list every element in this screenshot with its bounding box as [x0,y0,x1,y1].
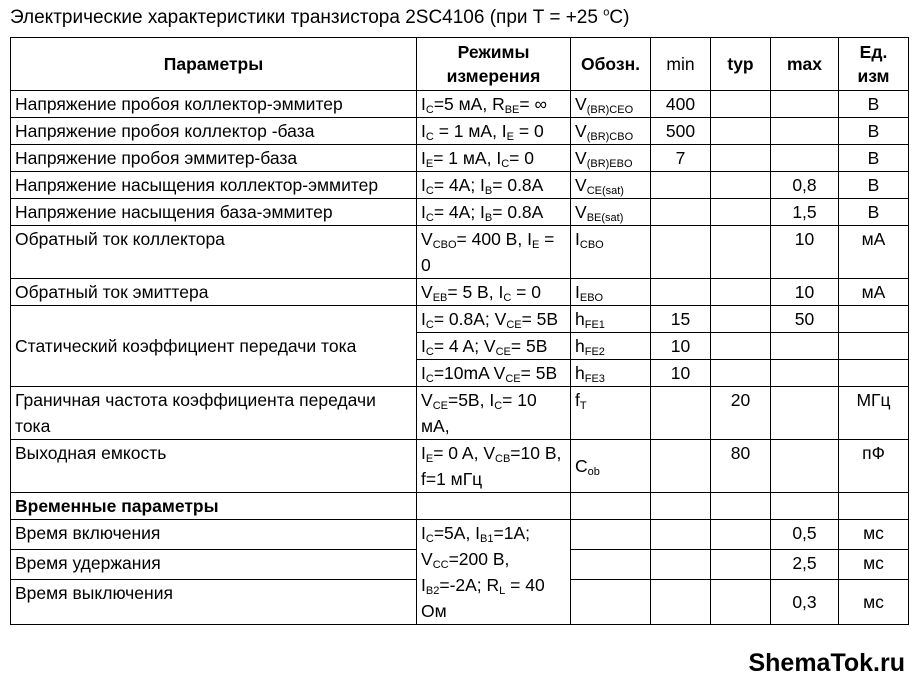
max-cell [771,493,839,520]
max-cell: 50 [771,306,839,333]
max-cell: 0,5 [771,520,839,550]
max-cell: 2,5 [771,550,839,580]
unit-cell [839,333,909,360]
symbol-cell: $h_{FE1}$ [571,306,651,333]
mode-cell: $V_{EB}= 5$ В, $I_C = 0$ [417,279,571,306]
param-cell: Напряжение насыщения коллектор-эммитер [11,172,417,199]
symbol-cell: $V_{(BR)EBO}$ [571,145,651,172]
max-cell [771,145,839,172]
symbol-cell [571,580,651,625]
unit-cell: мс [839,580,909,625]
table-row [11,279,909,306]
table-row [11,199,909,226]
param-cell: Напряжение пробоя коллектор-эммитер [11,91,417,118]
max-cell: 10 [771,279,839,306]
table-row [11,118,909,145]
table-row [11,306,909,333]
max-cell [771,91,839,118]
param-cell: Обратный ток коллектора [11,226,417,279]
param-cell: Обратный ток эмиттера [11,279,417,306]
header-symbol: Обозн. [571,38,651,91]
header-max: max [771,38,839,91]
table-row [11,387,909,440]
typ-cell [711,279,771,306]
typ-cell [711,145,771,172]
document-title: Электрические характеристики транзистора 2SC4106 (при T = +25 $^o$C) [10,6,630,28]
max-cell [771,360,839,387]
table-row [11,145,909,172]
mode-cell: $I_C = 1$ мА, $I_E = 0$ [417,118,571,145]
header-modes: Режимы измерения [417,38,571,91]
symbol-cell [571,520,651,550]
min-cell [651,580,711,625]
typ-cell [711,226,771,279]
symbol-cell: $C_{ob}$ [571,440,651,493]
param-cell: Напряжение насыщения база-эммитер [11,199,417,226]
mode-cell: $I_C= 4A$; $I_B= 0.8A$ [417,199,571,226]
min-cell [651,199,711,226]
header-params: Параметры [11,38,417,91]
max-cell: 0,3 [771,580,839,625]
param-cell: Напряжение пробоя коллектор -база [11,118,417,145]
typ-cell [711,493,771,520]
table-row [11,226,909,279]
max-cell: 1,5 [771,199,839,226]
symbol-cell: $V_{(BR)CBO}$ [571,118,651,145]
header-typ: typ [711,38,771,91]
param-cell: Время включения [11,520,417,550]
unit-cell: мА [839,226,909,279]
mode-cell [417,493,571,520]
unit-cell: В [839,118,909,145]
max-cell [771,387,839,440]
characteristics-table [10,37,909,625]
max-cell [771,440,839,493]
typ-cell: 20 [711,387,771,440]
table-row [11,520,909,550]
min-cell [651,279,711,306]
min-cell: 7 [651,145,711,172]
table-row [11,91,909,118]
unit-cell: мс [839,520,909,550]
min-cell: 15 [651,306,711,333]
max-cell [771,333,839,360]
param-cell: Выходная емкость [11,440,417,493]
param-cell: Время удержания [11,550,417,580]
min-cell [651,172,711,199]
unit-cell: мс [839,550,909,580]
min-cell [651,440,711,493]
param-cell: Граничная частота коэффициента передачи тока [11,387,417,440]
symbol-cell [571,493,651,520]
unit-cell: В [839,199,909,226]
min-cell [651,493,711,520]
min-cell: 10 [651,333,711,360]
symbol-cell: $f_T$ [571,387,651,440]
typ-cell [711,199,771,226]
unit-cell: МГц [839,387,909,440]
max-cell [771,118,839,145]
min-cell [651,387,711,440]
unit-cell: В [839,172,909,199]
table-row [11,172,909,199]
typ-cell [711,306,771,333]
unit-cell: мА [839,279,909,306]
unit-cell [839,306,909,333]
min-cell: 500 [651,118,711,145]
min-cell [651,520,711,550]
mode-cell: $V_{CBO}= 400$ В, $I_E = 0$ [417,226,571,279]
param-cell: Время выключения [11,580,417,625]
unit-cell: В [839,91,909,118]
mode-cell: $I_C=5A$, $I_{B1}=1A$; $V_{CC}=200$ В, $I_{B2}=-2A$; $R_L = 40$ Ом [417,520,571,625]
typ-cell [711,550,771,580]
section-heading: Временные параметры [11,493,417,520]
unit-cell: пФ [839,440,909,493]
max-cell: 10 [771,226,839,279]
symbol-cell: $V_{CE(sat)}$ [571,172,651,199]
min-cell [651,226,711,279]
param-cell: Напряжение пробоя эммитер-база [11,145,417,172]
typ-cell [711,91,771,118]
mode-cell: $I_C= 4$ A; $V_{CE}= 5В$ [417,333,571,360]
param-cell: Статический коэффициент передачи тока [11,306,417,387]
table-row [11,493,909,520]
typ-cell [711,333,771,360]
header-row [11,38,909,91]
unit-cell [839,360,909,387]
header-min: min [651,38,711,91]
typ-cell [711,580,771,625]
mode-cell: $V_{CE}=5В$, $I_C= 10$ мА, [417,387,571,440]
typ-cell [711,118,771,145]
min-cell [651,550,711,580]
min-cell: 10 [651,360,711,387]
typ-cell [711,360,771,387]
typ-cell [711,520,771,550]
typ-cell: 80 [711,440,771,493]
symbol-cell [571,550,651,580]
symbol-cell: $I_{CBO}$ [571,226,651,279]
symbol-cell: $h_{FE3}$ [571,360,651,387]
symbol-cell: $V_{BE(sat)}$ [571,199,651,226]
unit-cell [839,493,909,520]
mode-cell: $I_E= 1$ мА, $I_C= 0$ [417,145,571,172]
symbol-cell: $I_{EBO}$ [571,279,651,306]
unit-cell: В [839,145,909,172]
header-unit: Ед. изм [839,38,909,91]
symbol-cell: $V_{(BR)CEO}$ [571,91,651,118]
mode-cell: $I_C=10mA$ $V_{CE}= 5В$ [417,360,571,387]
typ-cell [711,172,771,199]
mode-cell: $I_C= 0.8A$; $V_{CE}= 5В$ [417,306,571,333]
site-watermark: ShemaTok.ru [748,649,905,677]
min-cell: 400 [651,91,711,118]
mode-cell: $I_E= 0$ A, $V_{CB}=10$ В, f=1 мГц [417,440,571,493]
mode-cell: $I_C= 4A$; $I_B= 0.8A$ [417,172,571,199]
symbol-cell: $h_{FE2}$ [571,333,651,360]
table-row [11,440,909,493]
max-cell: 0,8 [771,172,839,199]
mode-cell: $I_C=5$ мА, $R_{BE}=$ ∞ [417,91,571,118]
